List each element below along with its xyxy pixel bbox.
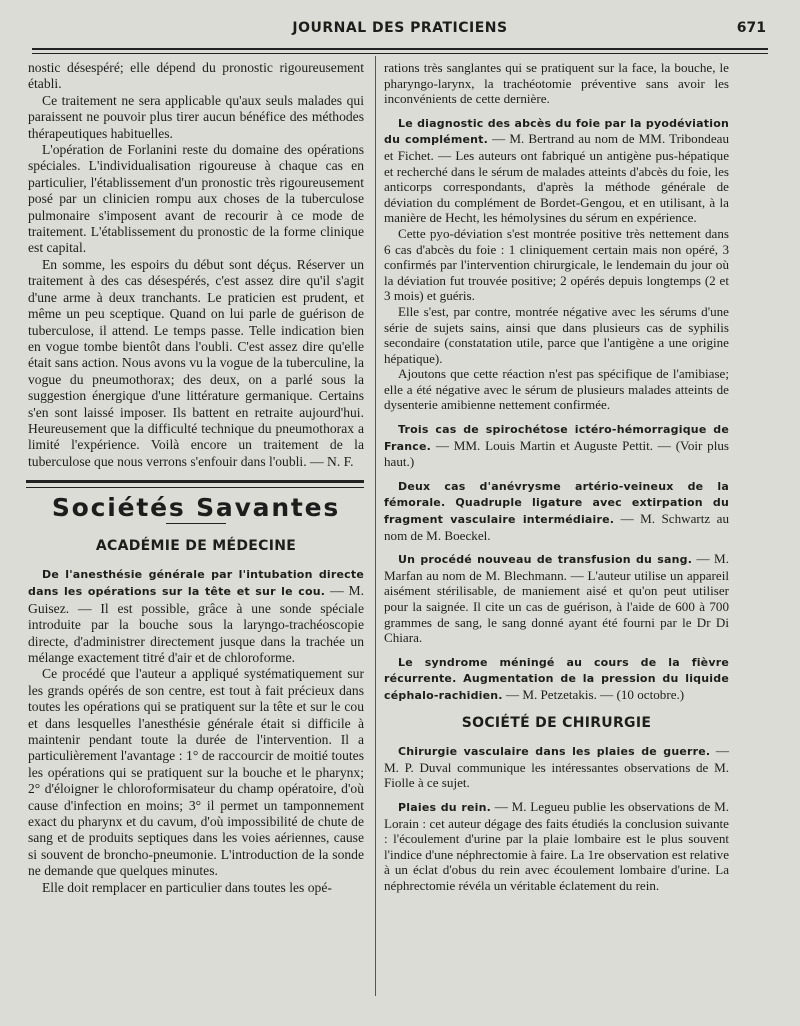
paragraph: Elle doit remplacer en particulier dans toutes les opé- [42,879,332,895]
communication-text: — M. Bertrand au nom de MM. Tribondeau et Fichet. — Les auteurs ont fabriqué un antigène pus-hépatique et recherché dans le sérum de malades atteints d'abcès du foie, les anticorps correspondants, d'après la méthode générale de déviation du complément de Bordet-Gengou, et en utilisant, à la manière de Hecht, les hémolysines du sérum en expérience. [384,131,729,226]
communication-paragraph [28,566,364,666]
communication-text: — MM. Louis Martin et Auguste Pettit. — (Voir plus haut.) [384,437,729,470]
communication-text: — M. Petzetakis. — (10 octobre.) [505,686,685,702]
communication-text: — M. Legueu publie les observations de M. Lorain : cet auteur dégage des faits étudiés la conclusion suivante : l'écoulement d'urine par la plaie lombaire est le plus souvent l'indice d'une néphrectomie à faire. La 1re observation est relative à un éclat d'obus du rein avec écoulement lombaire d'urine. La néphrectomie révéla un véritable éclatement du rein. [384,798,730,893]
subsection-heading-chirurgie: SOCIÉTÉ DE CHIRURGIE [461,714,652,731]
paragraph: En somme, les espoirs du début sont déçus. Réserver un traitement à des cas désespérés, c'est assez dire qu'il s'agit d'une arme à deux tranchants. Le praticien est prudent, et même un peu sceptique. Quand on lui parle de guérison de tuberculose, il attend. Le temps passe. Telle indication bien en vogue tombe bientôt dans l'oubli. C'est assez dire qu'elle était sans action. Nous avons vu la vogue de la tuberculine, la vogue du pneumothorax; des deux, on a parlé sous la suggestion énergique d'une littérature germanique. Certains s'en sont laissé imposer. Ils battent en retraite aujourd'hui. Heureusement que la difficulté technique du pneumothorax a limité l'expérience. Voilà encore un traitement de la tuberculose que nous verrons s'enfouir dans l'oubli. — N. F. [28,256,364,469]
heading-rule [166,523,226,524]
paragraph: Ce traitement ne sera applicable qu'aux seuls malades qui paraissent ne pouvoir plus tirer aucun bénéfice des méthodes thérapeutiques habituelles. [28,92,364,141]
communication-paragraph [384,478,729,543]
communication-paragraph [384,743,729,791]
header-rule [32,48,768,54]
communication-title: Chirurgie vasculaire dans les plaies de guerre. [398,745,711,759]
paragraph: Ajoutons que cette réaction n'est pas spécifique de l'amibiase; elle a été négative avec le sérum de plusieurs malades atteints de dysenterie amibienne nettement confirmée. [384,366,729,413]
communication-title: Trois cas de spirochétose ictéro-hémorragique de France. [384,423,729,453]
paragraph: Cette pyo-déviation s'est montrée positive très nettement dans 6 cas d'abcès du foie : 1 cliniquement certain mais non opéré, 3 confirmés par l'intervention chirurgicale, le lendemain du jour où la déviation fut trouvée positive; 2 opérés depuis longtemps (2 et 3 mois) et guéris. [384,225,729,304]
communication-paragraph [384,551,729,646]
communication-paragraph [384,654,729,704]
communication-title: Plaies du rein. [398,800,492,814]
paragraph: Elle s'est, par contre, montrée négative avec les sérums d'une série de sujets sains, ainsi que dans plusieurs cas de syphilis secondaire (constatation utile, parce que l'antigène a une origine hépatique). [384,303,729,366]
communication-title: Deux cas d'anévrysme artério-veineux de la fémorale. Quadruple ligature avec extirpation du fragment vasculaire intermédiaire. [384,479,729,527]
spacer [384,704,729,714]
left-column [28,60,364,896]
right-column [384,60,729,894]
paragraph: L'opération de Forlanini reste du domaine des opérations spéciales. L'individualisation rigoureuse à chaque cas en particulier, l'établissement d'un pronostic très rigoureusement posé par un clinicien rompu aux choses de la tuberculose pulmonaire s'imposent avant de recourir à ce mode de traitement. L'établissement du pronostic de la forme clinique est capital. [28,142,364,256]
communication-text: — M. Guisez. — Il est possible, grâce à une sonde spéciale introduite par la bouche sous la laryngo-trachéoscopie directe, d'administrer directement jusque dans la trachée un mélange exactement titré d'air et de chloroforme. [28,583,364,665]
subsection-heading-academie: ACADÉMIE DE MÉDECINE [95,537,297,554]
section-rule [26,480,364,488]
communication-title: De l'anesthésie générale par l'intubation directe dans les opérations sur la tête et sur le cou. [28,567,364,599]
journal-title: JOURNAL DES PRATICIENS [292,20,508,36]
communication-title: Le diagnostic des abcès du foie par la pyodéviation du complément. [384,116,729,147]
communication-paragraph [384,421,729,470]
paragraph: Ce procédé que l'auteur a appliqué systématiquement sur les grands opérés de son centre, est tout à fait précieux dans toutes les opérations qui se pratiquent sur la tête et sur le cou et dans lesquelles l'anesthésie générale était si difficile à maintenir pendant toute la durée de l'intervention. Il a particulièrement l'avantage : 1° de raccourcir de moitié toutes les opérations qui se pratiquent sur la bouche et le pharynx; 2° d'éloigner le chloroformisateur du champ opératoire, d'où cause d'infection en moins; 3° il permet un tamponnement exact du pharynx et du cavum, d'où impossibilité de chute de sang et de produits septiques dans les voies aériennes, cause si souvent de broncho-pneumonie. L'introduction de la sonde ne demande que quelques minutes. [28,666,364,879]
communication-title: Le syndrome méningé au cours de la fièvre récurrente. Augmentation de la pression du liquide céphalo-rachidien. [384,655,729,702]
section-heading-societes: Sociétés Savantes [51,493,341,523]
communication-paragraph [384,799,729,894]
page-number: 671 [736,20,766,36]
page-header [30,16,770,42]
communication-text: — M. Marfan au nom de M. Blechmann. — L'auteur utilise un appareil aisément stérilisable, de maniement aisé et qu'on peut utiliser pour la saignée. Il cite un cas de guérison, à l'aide de 600 à 700 grammes de sang, le sang donné ayant été fourni par le Dr Di Chiara. [384,551,729,646]
communication-text: — M. Schwartz au nom de M. Boeckel. [384,511,730,543]
communication-text: — M. P. Duval communique les intéressantes observations de M. Fiolle à ce sujet. [384,743,730,791]
communication-title: Un procédé nouveau de transfusion du sang. [398,553,693,567]
paragraph: rations très sanglantes qui se pratiquent sur la face, la bouche, le pharyngo-larynx, la trachéotomie préventive sans avoir les inconvénients de cette dernière. [384,60,729,107]
communication-paragraph [384,115,729,226]
column-divider [375,56,376,996]
paragraph: nostic désespéré; elle dépend du pronostic rigoureusement établi. [28,60,364,92]
